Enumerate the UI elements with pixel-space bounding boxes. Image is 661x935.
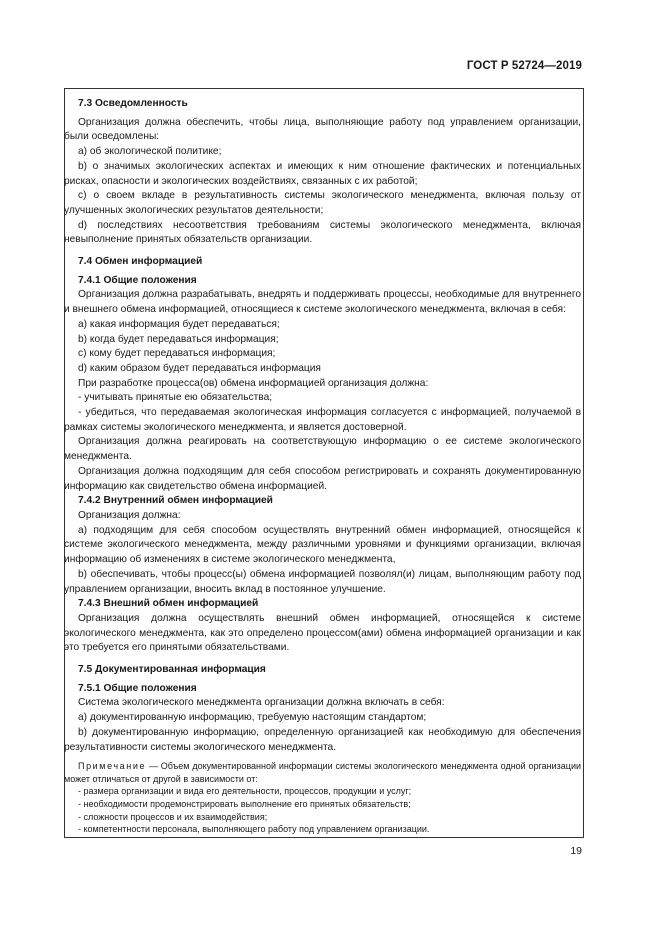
list-item: а) подходящим для себя способом осуществлять внутренний обмен информацией, относящейся к системе экологического менеджмента, между различными уровнями и функциями организации, включая информацию об изменениях в системе экологического менеджмента,: [64, 524, 581, 566]
list-item: b) о значимых экологических аспектах и имеющих к ним отношение фактических и потенциальных рисках, опасности и экологических воздействиях, связанных с их работой;: [64, 160, 581, 187]
section-7-4-heading: 7.4 Обмен информацией: [78, 256, 203, 268]
note-list-item: - размера организации и вида его деятельности, процессов, продукции и услуг;: [78, 786, 412, 797]
paragraph: Организация должна обеспечить, чтобы лица, выполняющие работу под управлением организации, были осведомлены:: [64, 116, 581, 143]
list-item: с) кому будет передаваться информация;: [78, 348, 276, 360]
list-item: b) документированную информацию, определенную организацией как необходимую для обеспечения результативности системы экологического менеджмента.: [64, 726, 581, 753]
section-7-5-1-heading: 7.5.1 Общие положения: [78, 682, 197, 694]
note-block: [64, 760, 581, 836]
note-list-item: - сложности процессов и их взаимодействия;: [78, 811, 268, 822]
list-item: d) последствиях несоответствия требованиям системы экологического менеджмента, включая невыполнение принятых обязательств организации.: [64, 219, 581, 246]
paragraph: Организация должна подходящим для себя способом регистрировать и сохранять документированную информацию как свидетельство обмена информацией.: [64, 465, 581, 492]
list-item: а) какая информация будет передаваться;: [78, 318, 280, 330]
list-item: с) о своем вкладе в результативность системы экологического менеджмента, включая пользу от улучшенных экологических результатов деятельности;: [64, 190, 581, 216]
dash-item: - учитывать принятые ею обязательства;: [78, 392, 273, 404]
paragraph: Организация должна реагировать на соответствующую информацию о ее системе экологического менеджмента.: [64, 436, 581, 463]
page-number: 19: [570, 845, 582, 857]
note-text: — Объем документированной информации системы экологического менеджмента одной организации может отличаться от другой в зависимости от:: [64, 761, 581, 784]
list-item: b) обеспечивать, чтобы процесс(ы) обмена информацией позволял(и) лицам, выполняющим работу под управлением организации, вносить вклад в постоянное улучшение.: [64, 568, 581, 595]
dash-item: - убедиться, что передаваемая экологическая информация согласуется с информацией, получаемой в рамках системы экологического менеджмента, и является достоверной.: [64, 407, 581, 433]
section-7-4-3-heading: 7.4.3 Внешний обмен информацией: [78, 598, 259, 610]
section-7-4-1-heading: 7.4.1 Общие положения: [78, 274, 197, 286]
note-list-item: - компетентности персонала, выполняющего работу под управлением организации.: [78, 824, 430, 835]
note-paragraph: [64, 760, 581, 785]
paragraph: Организация должна:: [78, 509, 181, 521]
note-label: Примечание: [78, 761, 147, 772]
page-content: [64, 97, 581, 836]
paragraph: Организация должна осуществлять внешний обмен информацией, относящейся к системе экологического менеджмента, как это определено процессом(ами) обмена информацией организации и как это требуется его принятыми обязательствами.: [64, 612, 581, 654]
section-7-4-2-heading: 7.4.2 Внутренний обмен информацией: [78, 495, 273, 507]
list-item: d) каким образом будет передаваться информация: [78, 362, 321, 374]
note-list-item: - необходимости продемонстрировать выполнение его принятых обязательств;: [78, 799, 411, 810]
paragraph: Система экологического менеджмента организации должна включать в себя:: [78, 697, 445, 709]
paragraph: Организация должна разрабатывать, внедрять и поддерживать процессы, необходимые для внутреннего и внешнего обмена информацией, относящиеся к системе экологического менеджмента, включая в себя:: [64, 289, 581, 316]
paragraph: При разработке процесса(ов) обмена информацией организация должна:: [78, 377, 429, 389]
list-item: а) об экологической политике;: [78, 146, 222, 158]
section-7-3-heading: 7.3 Осведомленность: [78, 98, 188, 109]
list-item: b) когда будет передаваться информация;: [78, 333, 279, 345]
section-7-5-heading: 7.5 Документированная информация: [78, 664, 266, 676]
list-item: а) документированную информацию, требуемую настоящим стандартом;: [78, 712, 427, 724]
document-code-header: ГОСТ Р 52724—2019: [466, 60, 582, 72]
